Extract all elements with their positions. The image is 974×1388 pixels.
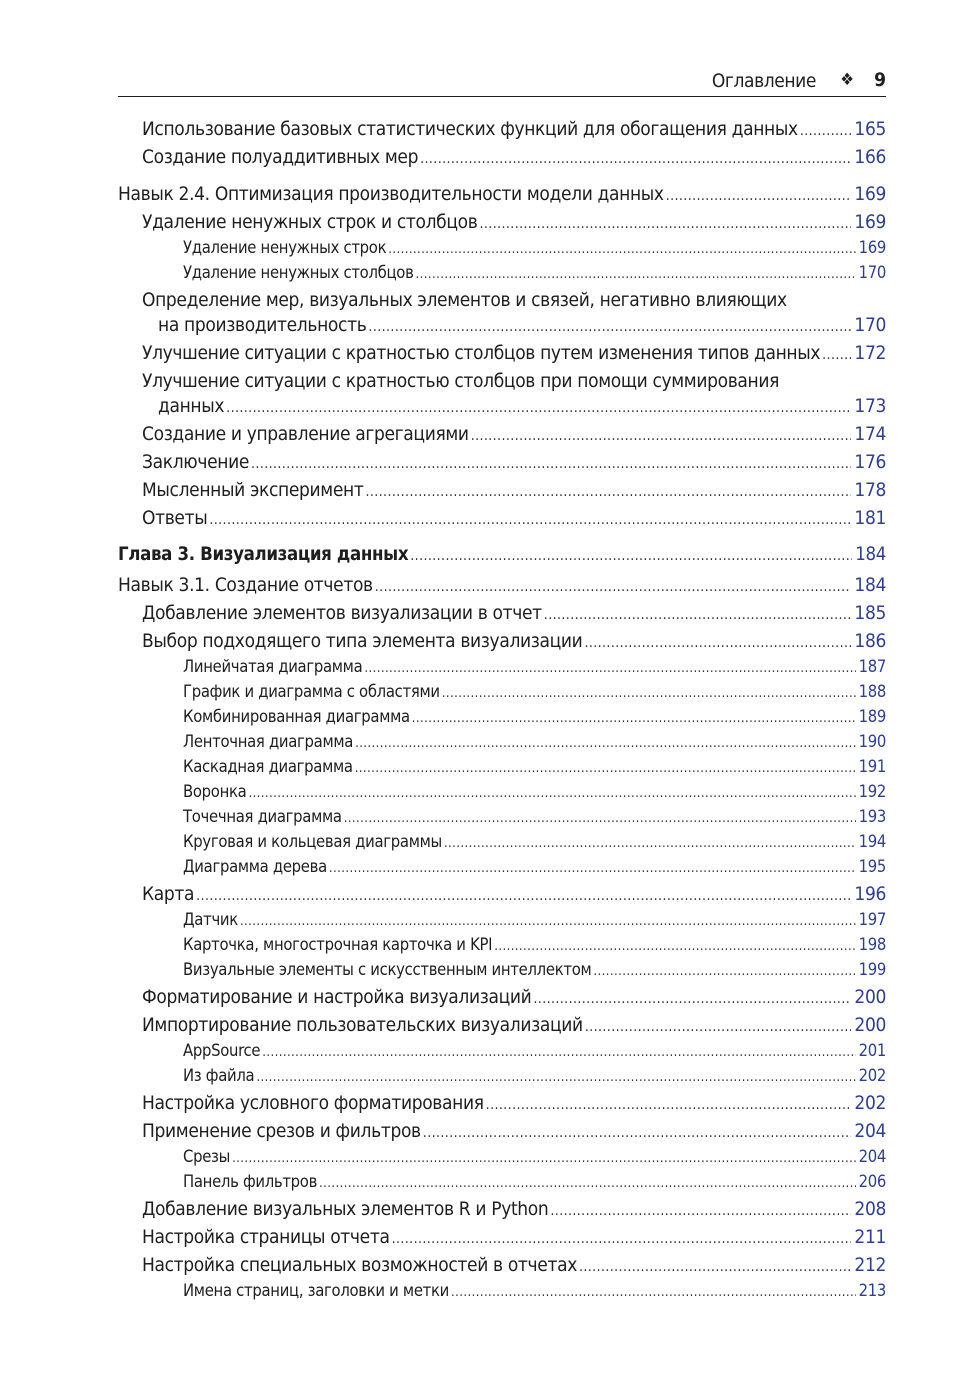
toc-entry[interactable] bbox=[142, 423, 886, 445]
toc-entry-page: 169 bbox=[854, 211, 886, 233]
toc-entry[interactable] bbox=[183, 1041, 886, 1060]
toc-entry[interactable] bbox=[183, 682, 886, 701]
toc-entry-page: 184 bbox=[855, 544, 886, 565]
toc-entry-title: Мысленный эксперимент bbox=[142, 479, 364, 501]
toc-entry-page: 188 bbox=[858, 682, 886, 701]
toc-entry[interactable] bbox=[158, 395, 886, 417]
toc-entry-page: 199 bbox=[858, 960, 886, 979]
toc-entry-page: 169 bbox=[854, 183, 886, 205]
toc-entry-page: 181 bbox=[854, 507, 886, 529]
toc-entry[interactable] bbox=[142, 1120, 886, 1142]
toc-entry-title: Создание полуаддитивных мер bbox=[142, 146, 419, 168]
toc-entry-page: 174 bbox=[854, 423, 886, 445]
toc-entry-title: Диаграмма дерева bbox=[183, 857, 327, 876]
toc-entry[interactable] bbox=[183, 807, 886, 826]
toc-entry[interactable] bbox=[142, 986, 886, 1008]
toc-entry-page: 204 bbox=[854, 1120, 886, 1142]
toc-entry[interactable] bbox=[183, 657, 886, 676]
toc-entry-title: Настройка условного форматирования bbox=[142, 1092, 484, 1114]
ornament-icon: ❖ bbox=[840, 70, 854, 90]
toc-entry[interactable] bbox=[142, 342, 886, 364]
toc-entry-page: 178 bbox=[854, 479, 886, 501]
toc-entry-title: Каскадная диаграмма bbox=[183, 757, 353, 776]
toc-entry-page: 169 bbox=[858, 238, 886, 257]
toc-entry-title: Комбинированная диаграмма bbox=[183, 707, 410, 726]
toc-entry-title: Импортирование пользовательских визуализаций bbox=[142, 1014, 583, 1036]
toc-entry[interactable] bbox=[142, 507, 886, 529]
toc-chapter-title: Глава 3. Визуализация данных bbox=[118, 544, 409, 565]
toc-entry-page: 211 bbox=[854, 1226, 886, 1248]
toc-entry-title: Карта bbox=[142, 883, 195, 905]
toc-entry-page: 165 bbox=[854, 118, 886, 140]
toc-entry-page: 201 bbox=[858, 1041, 886, 1060]
toc-entry[interactable] bbox=[118, 574, 886, 596]
toc-entry[interactable] bbox=[183, 238, 886, 257]
toc-entry[interactable] bbox=[183, 832, 886, 851]
toc-entry[interactable] bbox=[158, 314, 886, 336]
page-number: 9 bbox=[874, 69, 886, 91]
toc-entry[interactable] bbox=[183, 857, 886, 876]
toc-entry-title: Удаление ненужных столбцов bbox=[183, 263, 414, 282]
toc-entry-title: Срезы bbox=[183, 1147, 231, 1166]
toc-entry-title: Навык 2.4. Оптимизация производительности модели данных bbox=[118, 183, 664, 205]
toc-entry[interactable] bbox=[183, 782, 886, 801]
toc-entry-title: Датчик bbox=[183, 910, 238, 929]
toc-entry-title: Форматирование и настройка визуализаций bbox=[142, 986, 532, 1008]
toc-entry[interactable] bbox=[183, 1172, 886, 1191]
toc-entry-title: Настройка страницы отчета bbox=[142, 1226, 390, 1248]
toc-entry[interactable] bbox=[183, 1147, 886, 1166]
toc-entry-page: 190 bbox=[858, 732, 886, 751]
toc-entry-title: Добавление элементов визуализации в отчет bbox=[142, 602, 542, 624]
toc-entry-title: Выбор подходящего типа элемента визуализации bbox=[142, 630, 583, 652]
toc-entry-page: 193 bbox=[858, 807, 886, 826]
toc-entry-page: 200 bbox=[854, 986, 886, 1008]
toc-entry[interactable] bbox=[142, 630, 886, 652]
toc-entry-title: данных bbox=[158, 395, 225, 417]
toc-entry-title: Ленточная диаграмма bbox=[183, 732, 354, 751]
toc-chapter-entry[interactable] bbox=[118, 544, 886, 565]
toc-entry-title: Удаление ненужных строк bbox=[183, 238, 387, 257]
toc-entry-title: Настройка специальных возможностей в отчетах bbox=[142, 1254, 577, 1276]
toc-entry-title: Панель фильтров bbox=[183, 1172, 318, 1191]
toc-entry-title: Воронка bbox=[183, 782, 247, 801]
toc-entry-page: 187 bbox=[858, 657, 886, 676]
toc-entry-title: на производительность bbox=[158, 314, 367, 336]
toc-entry-page: 196 bbox=[854, 883, 886, 905]
toc-entry[interactable] bbox=[142, 1254, 886, 1276]
toc-entry[interactable] bbox=[183, 910, 886, 929]
toc-entry[interactable] bbox=[183, 1281, 886, 1300]
toc-entry-page: 172 bbox=[854, 342, 886, 364]
toc-entry[interactable] bbox=[142, 883, 886, 905]
toc-entry-page: 212 bbox=[854, 1254, 886, 1276]
toc-entry-page: 170 bbox=[854, 314, 886, 336]
toc-entry-page: 184 bbox=[854, 574, 886, 596]
toc-entry-title: Точечная диаграмма bbox=[183, 807, 342, 826]
toc-entry-title: Карточка, многострочная карточка и KPI bbox=[183, 935, 493, 954]
toc-entry[interactable] bbox=[118, 183, 886, 205]
toc-entry-title: Из файла bbox=[183, 1066, 255, 1085]
toc-entry-page: 166 bbox=[854, 146, 886, 168]
toc-entry-title: Заключение bbox=[142, 451, 250, 473]
toc-entry-page: 185 bbox=[854, 602, 886, 624]
toc-entry-title: Использование базовых статистических функций для обогащения данных bbox=[142, 118, 798, 140]
toc-entry-page: 189 bbox=[858, 707, 886, 726]
toc-entry[interactable] bbox=[142, 118, 886, 140]
toc-entry-title: Навык 3.1. Создание отчетов bbox=[118, 574, 373, 596]
toc-entry[interactable] bbox=[183, 263, 886, 282]
toc-entry[interactable] bbox=[142, 146, 886, 168]
toc-entry-page: 170 bbox=[858, 263, 886, 282]
toc-entry-title: График и диаграмма с областями bbox=[183, 682, 440, 701]
toc-entry-page: 202 bbox=[858, 1066, 886, 1085]
toc-entry-title-line1: Определение мер, визуальных элементов и связей, негативно влияющих bbox=[142, 289, 787, 311]
toc-entry[interactable] bbox=[142, 1226, 886, 1248]
toc-entry[interactable] bbox=[142, 211, 886, 233]
toc-entry-title: Добавление визуальных элементов R и Python bbox=[142, 1198, 549, 1220]
toc-entry[interactable] bbox=[142, 479, 886, 501]
toc-entry[interactable] bbox=[142, 1014, 886, 1036]
toc-entry-title: Ответы bbox=[142, 507, 208, 529]
toc-entry[interactable] bbox=[183, 960, 886, 979]
toc-entry-page: 191 bbox=[858, 757, 886, 776]
toc-entry-title: Имена страниц, заголовки и метки bbox=[183, 1281, 450, 1300]
running-header-title: Оглавление bbox=[711, 70, 816, 92]
toc-entry-title-line1: Улучшение ситуации с кратностью столбцов при помощи суммирования bbox=[142, 370, 780, 392]
toc-entry[interactable] bbox=[183, 707, 886, 726]
toc-entry[interactable] bbox=[183, 935, 886, 954]
toc-entry-page: 176 bbox=[854, 451, 886, 473]
toc-entry-title: Круговая и кольцевая диаграммы bbox=[183, 832, 442, 851]
toc-entry-title: Удаление ненужных строк и столбцов bbox=[142, 211, 478, 233]
toc-entry[interactable] bbox=[142, 1198, 886, 1220]
toc-entry[interactable] bbox=[142, 1092, 886, 1114]
toc-entry[interactable] bbox=[142, 451, 886, 473]
toc-entry-title: Применение срезов и фильтров bbox=[142, 1120, 421, 1142]
toc-entry-title: Улучшение ситуации с кратностью столбцов путем изменения типов данных bbox=[142, 342, 821, 364]
toc-entry[interactable] bbox=[183, 732, 886, 751]
toc-entry-page: 192 bbox=[858, 782, 886, 801]
toc-entry-page: 206 bbox=[858, 1172, 886, 1191]
toc-entry-page: 194 bbox=[858, 832, 886, 851]
toc-entry-page: 186 bbox=[854, 630, 886, 652]
toc-entry-title: Линейчатая диаграмма bbox=[183, 657, 363, 676]
toc-entry[interactable] bbox=[183, 757, 886, 776]
toc-entry-page: 173 bbox=[854, 395, 886, 417]
toc-entry-title: AppSource bbox=[183, 1041, 261, 1060]
toc-entry-page: 200 bbox=[854, 1014, 886, 1036]
toc-entry-page: 198 bbox=[858, 935, 886, 954]
toc-entry-page: 197 bbox=[858, 910, 886, 929]
toc-entry-page: 213 bbox=[858, 1281, 886, 1300]
toc-entry-page: 202 bbox=[854, 1092, 886, 1114]
toc-entry-page: 204 bbox=[858, 1147, 886, 1166]
toc-entry[interactable] bbox=[142, 602, 886, 624]
toc-entry[interactable] bbox=[183, 1066, 886, 1085]
toc-entry-title: Визуальные элементы с искусственным интеллектом bbox=[183, 960, 592, 979]
toc-entry-title: Создание и управление агрегациями bbox=[142, 423, 469, 445]
toc-entry-page: 195 bbox=[858, 857, 886, 876]
toc-entry-page: 208 bbox=[854, 1198, 886, 1220]
